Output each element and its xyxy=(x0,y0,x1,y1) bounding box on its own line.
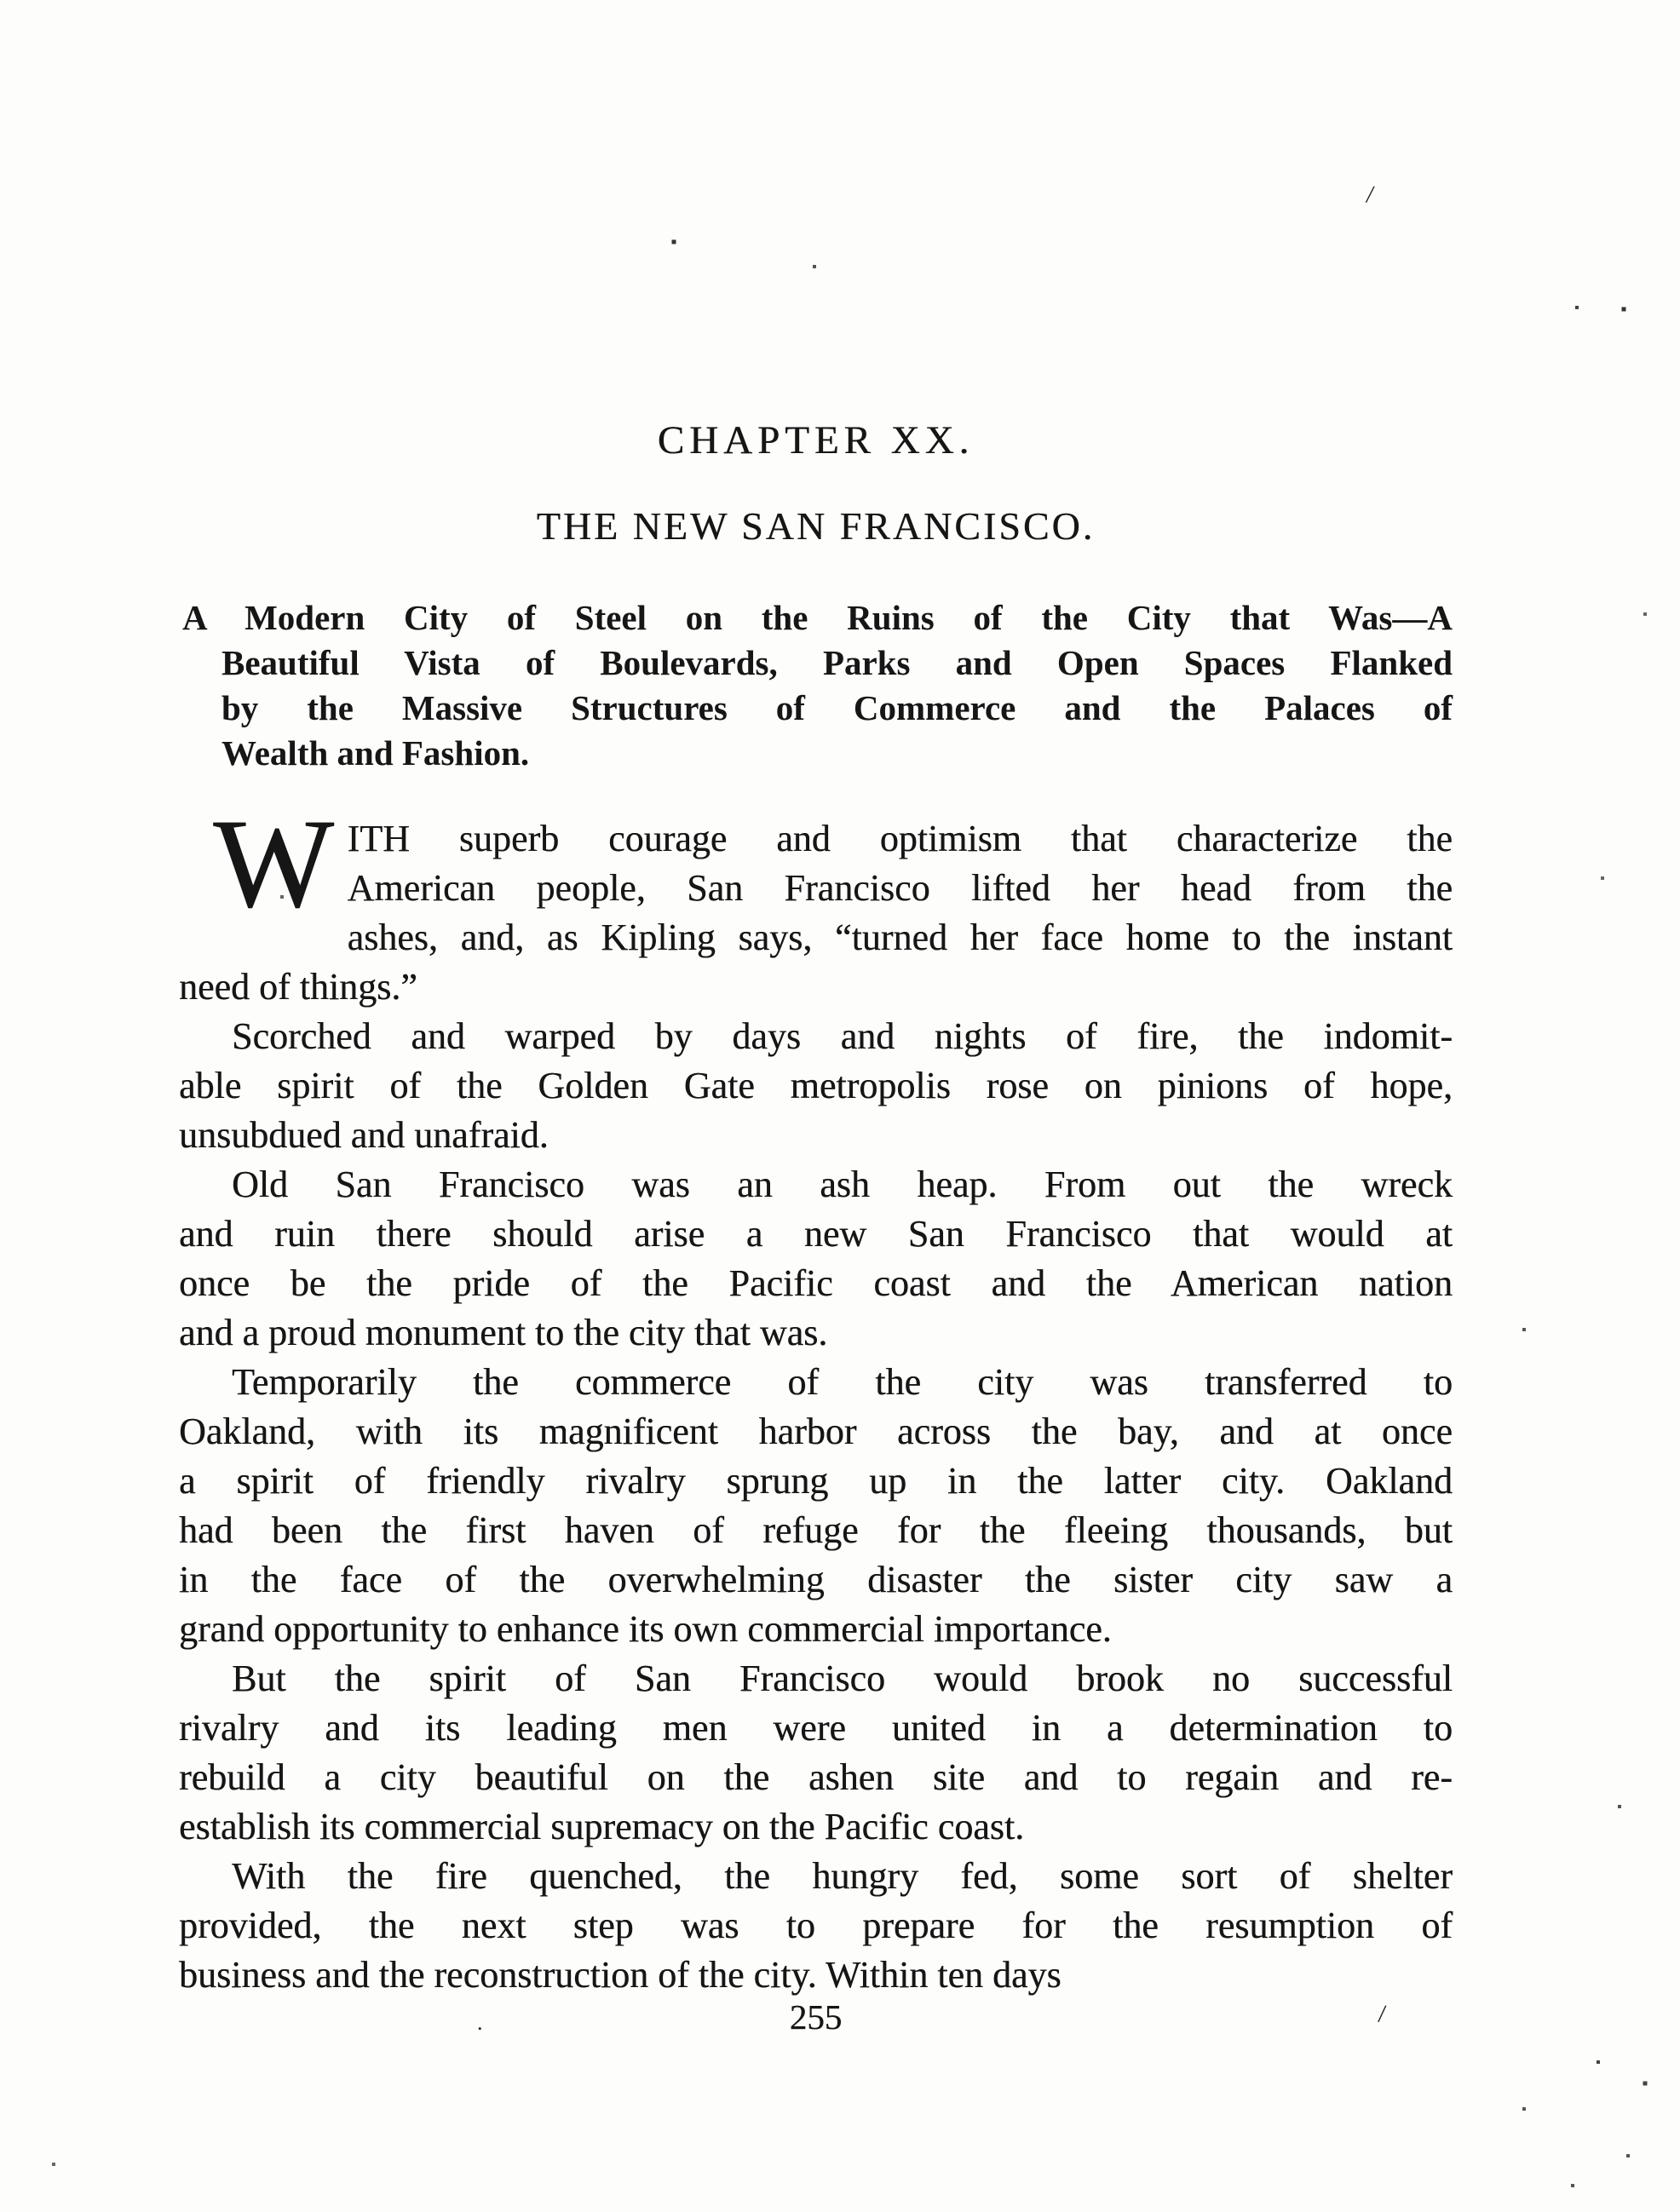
text-line: and ruin there should arise a new San Francisco that would at xyxy=(179,1213,1453,1255)
paragraph xyxy=(179,793,1453,1012)
summary-line: Beautiful Vista of Boulevards, Parks and Open Spaces Flanked xyxy=(222,643,1453,682)
scan-artifact-slash: / xyxy=(1377,1999,1388,2029)
text-line: Temporarily the commerce of the city was transferred to xyxy=(232,1361,1453,1403)
text-line: able spirit of the Golden Gate metropolis rose on pinions of hope, xyxy=(179,1065,1453,1106)
text-line: But the spirit of San Francisco would brook no successful xyxy=(232,1658,1453,1699)
text-line: a spirit of friendly rivalry sprung up in the latter city. Oakland xyxy=(179,1460,1453,1502)
text-line: Scorched and warped by days and nights of fire, the indomit- xyxy=(232,1015,1453,1057)
chapter-title: CHAPTER XX. xyxy=(657,418,975,463)
text-line: unsubdued and unafraid. xyxy=(179,1114,549,1156)
scan-artifact-dot: . xyxy=(477,2010,483,2035)
text-line: Oakland, with its magnificent harbor across the bay, and at once xyxy=(179,1411,1453,1452)
text-line: Old San Francisco was an ash heap. From out the wreck xyxy=(232,1163,1453,1205)
paragraph xyxy=(179,1852,1453,2000)
summary-line: A Modern City of Steel on the Ruins of the City that Was—A xyxy=(182,598,1453,637)
text-line: rebuild a city beautiful on the ashen site and to regain and re- xyxy=(179,1756,1453,1798)
paragraph xyxy=(179,1358,1453,1654)
text-line: grand opportunity to enhance its own commercial importance. xyxy=(179,1608,1112,1650)
summary-line: Wealth and Fashion. xyxy=(222,733,530,773)
text-line: American people, San Francisco lifted her head from the xyxy=(347,867,1453,909)
paragraph xyxy=(179,1654,1453,1852)
section-title: THE NEW SAN FRANCISCO. xyxy=(536,504,1096,548)
drop-cap: W xyxy=(213,793,334,934)
text-line: in the face of the overwhelming disaster the sister city saw a xyxy=(179,1559,1453,1600)
text-line: business and the reconstruction of the city. Within ten days xyxy=(179,1954,1062,1996)
text-line: ITH superb courage and optimism that characterize the xyxy=(347,818,1453,859)
scan-noise-speckles xyxy=(0,0,2,2)
text-line: establish its commercial supremacy on the Pacific coast. xyxy=(179,1806,1025,1847)
text-line: and a proud monument to the city that was. xyxy=(179,1312,828,1353)
text-line: provided, the next step was to prepare for the resumption of xyxy=(179,1905,1453,1946)
text-line: ashes, and, as Kipling says, “turned her face home to the instant xyxy=(347,916,1453,958)
summary-line: by the Massive Structures of Commerce and the Palaces of xyxy=(222,688,1453,727)
text-line: once be the pride of the Pacific coast and the American nation xyxy=(179,1262,1453,1304)
paragraph xyxy=(179,1012,1453,1160)
text-line: With the fire quenched, the hungry fed, some sort of shelter xyxy=(232,1855,1453,1897)
text-line: rivalry and its leading men were united in a determination to xyxy=(179,1707,1453,1749)
paragraph xyxy=(179,1160,1453,1358)
scan-artifact-slash: / xyxy=(1364,180,1376,210)
text-line: had been the first haven of refuge for the fleeing thousands, but xyxy=(179,1509,1453,1551)
summary-heading xyxy=(179,595,1453,776)
page-number: 255 xyxy=(789,1997,843,2037)
body-text xyxy=(179,793,1453,2000)
text-line: need of things.” xyxy=(179,966,417,1008)
